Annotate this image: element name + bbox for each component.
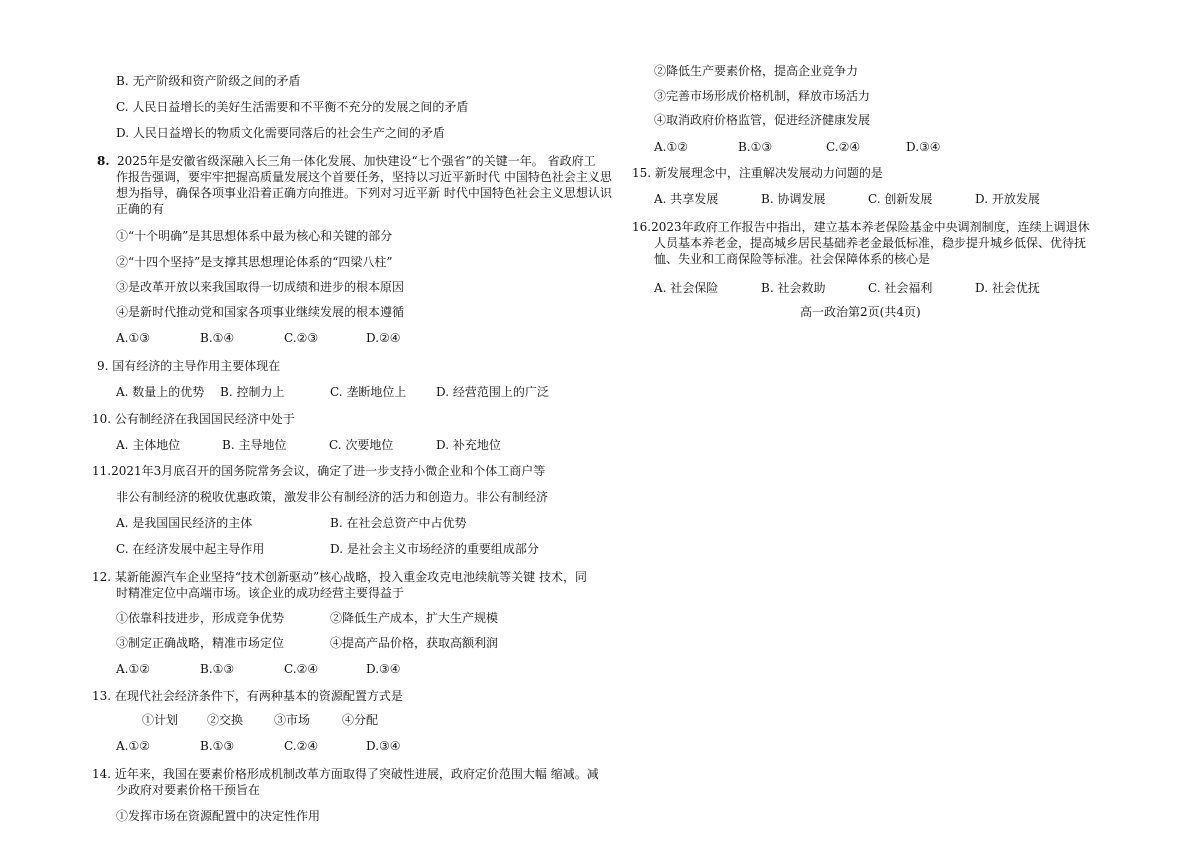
q12-stem-line-2: 时精准定位中高端市场。该企业的成功经营主要得益于: [116, 586, 405, 600]
q9-option-c: C. 垄断地位上: [330, 385, 407, 399]
q15-option-d: D. 开放发展: [975, 192, 1040, 206]
q13-option-d: D.③④: [366, 739, 401, 753]
q8-statement-1: ①“十个明确”是其思想体系中最为核心和关键的部分: [116, 229, 393, 243]
q10-option-d: D. 补充地位: [436, 438, 501, 452]
q14-option-d: D.③④: [906, 140, 941, 154]
q8-statement-2: ②“十四个坚持”是支撑其思想理论体系的“四梁八柱”: [116, 255, 393, 269]
q12-option-c: C.②④: [284, 662, 319, 676]
q16-options: [654, 281, 1040, 296]
q13-options: [116, 739, 401, 754]
q14-option-b: B.①③: [738, 140, 773, 154]
q11-option-a: A. 是我国国民经济的主体: [116, 516, 253, 530]
q15-option-b: B. 协调发展: [761, 192, 826, 206]
q12-options: [116, 662, 401, 677]
q7-option-c: C. 人民日益增长的美好生活需要和不平衡不充分的发展之间的矛盾: [116, 100, 469, 114]
q12-option-a: A.①②: [116, 662, 150, 676]
q11-stem-line-1: 11.2021年3月底召开的国务院常务会议，确定了进一步支持小微企业和个体工商户等: [92, 464, 546, 478]
q12-statement-1: ①依靠科技进步，形成竞争优势: [116, 611, 285, 625]
q12-statement-2: ②降低生产成本，扩大生产规模: [330, 611, 499, 625]
q7-option-b: B. 无产阶级和资产阶级之间的矛盾: [116, 74, 301, 88]
q13-item-3: ③市场: [274, 713, 311, 727]
q10-stem: 10. 公有制经济在我国国民经济中处于: [92, 412, 295, 426]
q10-options: [116, 438, 501, 453]
q12-statement-3: ③制定正确战略，精准市场定位: [116, 636, 285, 650]
q9-stem: 9. 国有经济的主导作用主要体现在: [97, 359, 281, 373]
q9-option-b: B. 控制力上: [220, 385, 285, 399]
q8-statement-4: ④是新时代推动党和国家各项事业继续发展的根本遵循: [116, 305, 405, 319]
q10-option-c: C. 次要地位: [329, 438, 394, 452]
q9-options: [116, 385, 549, 400]
q11-option-b: B. 在社会总资产中占优势: [330, 516, 467, 530]
q12-stem-line-1: 12. 某新能源汽车企业坚持“技术创新驱动”核心战略，投入重金攻克电池续航等关键 技术，同: [92, 570, 587, 584]
q10-option-a: A. 主体地位: [116, 438, 181, 452]
q14-option-a: A.①②: [654, 140, 688, 154]
q12-option-b: B.①③: [200, 662, 235, 676]
q15-option-a: A. 共享发展: [654, 192, 719, 206]
q15-option-c: C. 创新发展: [868, 192, 933, 206]
q13-item-2: ②交换: [207, 713, 244, 727]
q14-statement-4: ④取消政府价格监管，促进经济健康发展: [654, 113, 871, 127]
q16-option-d: D. 社会优抚: [975, 281, 1040, 295]
q11-stem-line-2: 非公有制经济的税收优惠政策，激发非公有制经济的活力和创造力。非公有制经济: [116, 490, 549, 504]
q13-item-1: ①计划: [142, 713, 179, 727]
q10-option-b: B. 主导地位: [222, 438, 287, 452]
q9-option-a: A. 数量上的优势: [116, 385, 205, 399]
q14-stem-line-1: 14. 近年来，我国在要素价格形成机制改革方面取得了突破性进展，政府定价范围大幅 缩减。减: [92, 767, 599, 781]
q13-option-b: B.①③: [200, 739, 235, 753]
q15-options: [654, 192, 1040, 207]
q9-option-d: D. 经营范围上的广泛: [436, 385, 549, 399]
q13-item-4: ④分配: [342, 713, 379, 727]
q14-statement-2: ②降低生产要素价格，提高企业竞争力: [654, 64, 859, 78]
q14-options: [654, 140, 941, 155]
q8-option-a: A.①③: [116, 331, 150, 345]
q14-option-c: C.②④: [826, 140, 861, 154]
q8-option-c: C.②③: [284, 331, 319, 345]
q8-option-d: D.②④: [366, 331, 401, 345]
q16-stem-line-3: 恤、失业和工商保险等标准。社会保障体系的核心是: [654, 252, 931, 266]
q8-options: [116, 331, 401, 346]
q11-option-c: C. 在经济发展中起主导作用: [116, 542, 265, 556]
q7-option-d: D. 人民日益增长的物质文化需要同落后的社会生产之间的矛盾: [116, 126, 445, 140]
q13-option-c: C.②④: [284, 739, 319, 753]
q13-stem: 13. 在现代社会经济条件下，有两种基本的资源配置方式是: [92, 689, 403, 703]
q16-stem-line-1: 16.2023年政府工作报告中指出，建立基本养老保险基金中央调剂制度，连续上调退休: [632, 220, 1090, 234]
q16-option-c: C. 社会福利: [868, 281, 933, 295]
q8-number: 8.: [97, 154, 110, 168]
q16-stem-line-2: 人员基本养老金，提高城乡居民基础养老金最低标准，稳步提升城乡低保、优待抚: [654, 236, 1087, 250]
q13-items: [142, 713, 378, 728]
q16-option-b: B. 社会救助: [761, 281, 826, 295]
q14-statement-1: ①发挥市场在资源配置中的决定性作用: [116, 809, 321, 823]
q14-stem-line-2: 少政府对要素价格干预旨在: [116, 783, 261, 797]
q8-stem-line-4: 正确的有: [116, 202, 165, 216]
q8-option-b: B.①④: [200, 331, 235, 345]
q12-statement-4: ④提高产品价格，获取高额利润: [330, 636, 499, 650]
q16-option-a: A. 社会保险: [654, 281, 719, 295]
q14-statement-3: ③完善市场形成价格机制，释放市场活力: [654, 89, 871, 103]
q8-stem-line-1: 2025年是安徽省级深融入长三角一体化发展、加快建设“七个强省”的关键一年。 省政府工: [117, 154, 596, 168]
q8-statement-3: ③是改革开放以来我国取得一切成绩和进步的根本原因: [116, 280, 405, 294]
q15-stem: 15. 新发展理念中，注重解决发展动力问题的是: [632, 166, 883, 180]
q13-option-a: A.①②: [116, 739, 150, 753]
q12-option-d: D.③④: [366, 662, 401, 676]
q11-option-d: D. 是社会主义市场经济的重要组成部分: [330, 542, 539, 556]
q8-stem-line-3: 想为指导，确保各项事业沿着正确方向推进。下列对习近平新 时代中国特色社会主义思想认识: [116, 186, 612, 200]
q8-stem-line-2: 作报告强调，要牢牢把握高质量发展这个首要任务，坚持以习近平新时代 中国特色社会主义思: [116, 170, 612, 184]
page-footer: 高一政治第2页(共4页): [800, 305, 921, 319]
